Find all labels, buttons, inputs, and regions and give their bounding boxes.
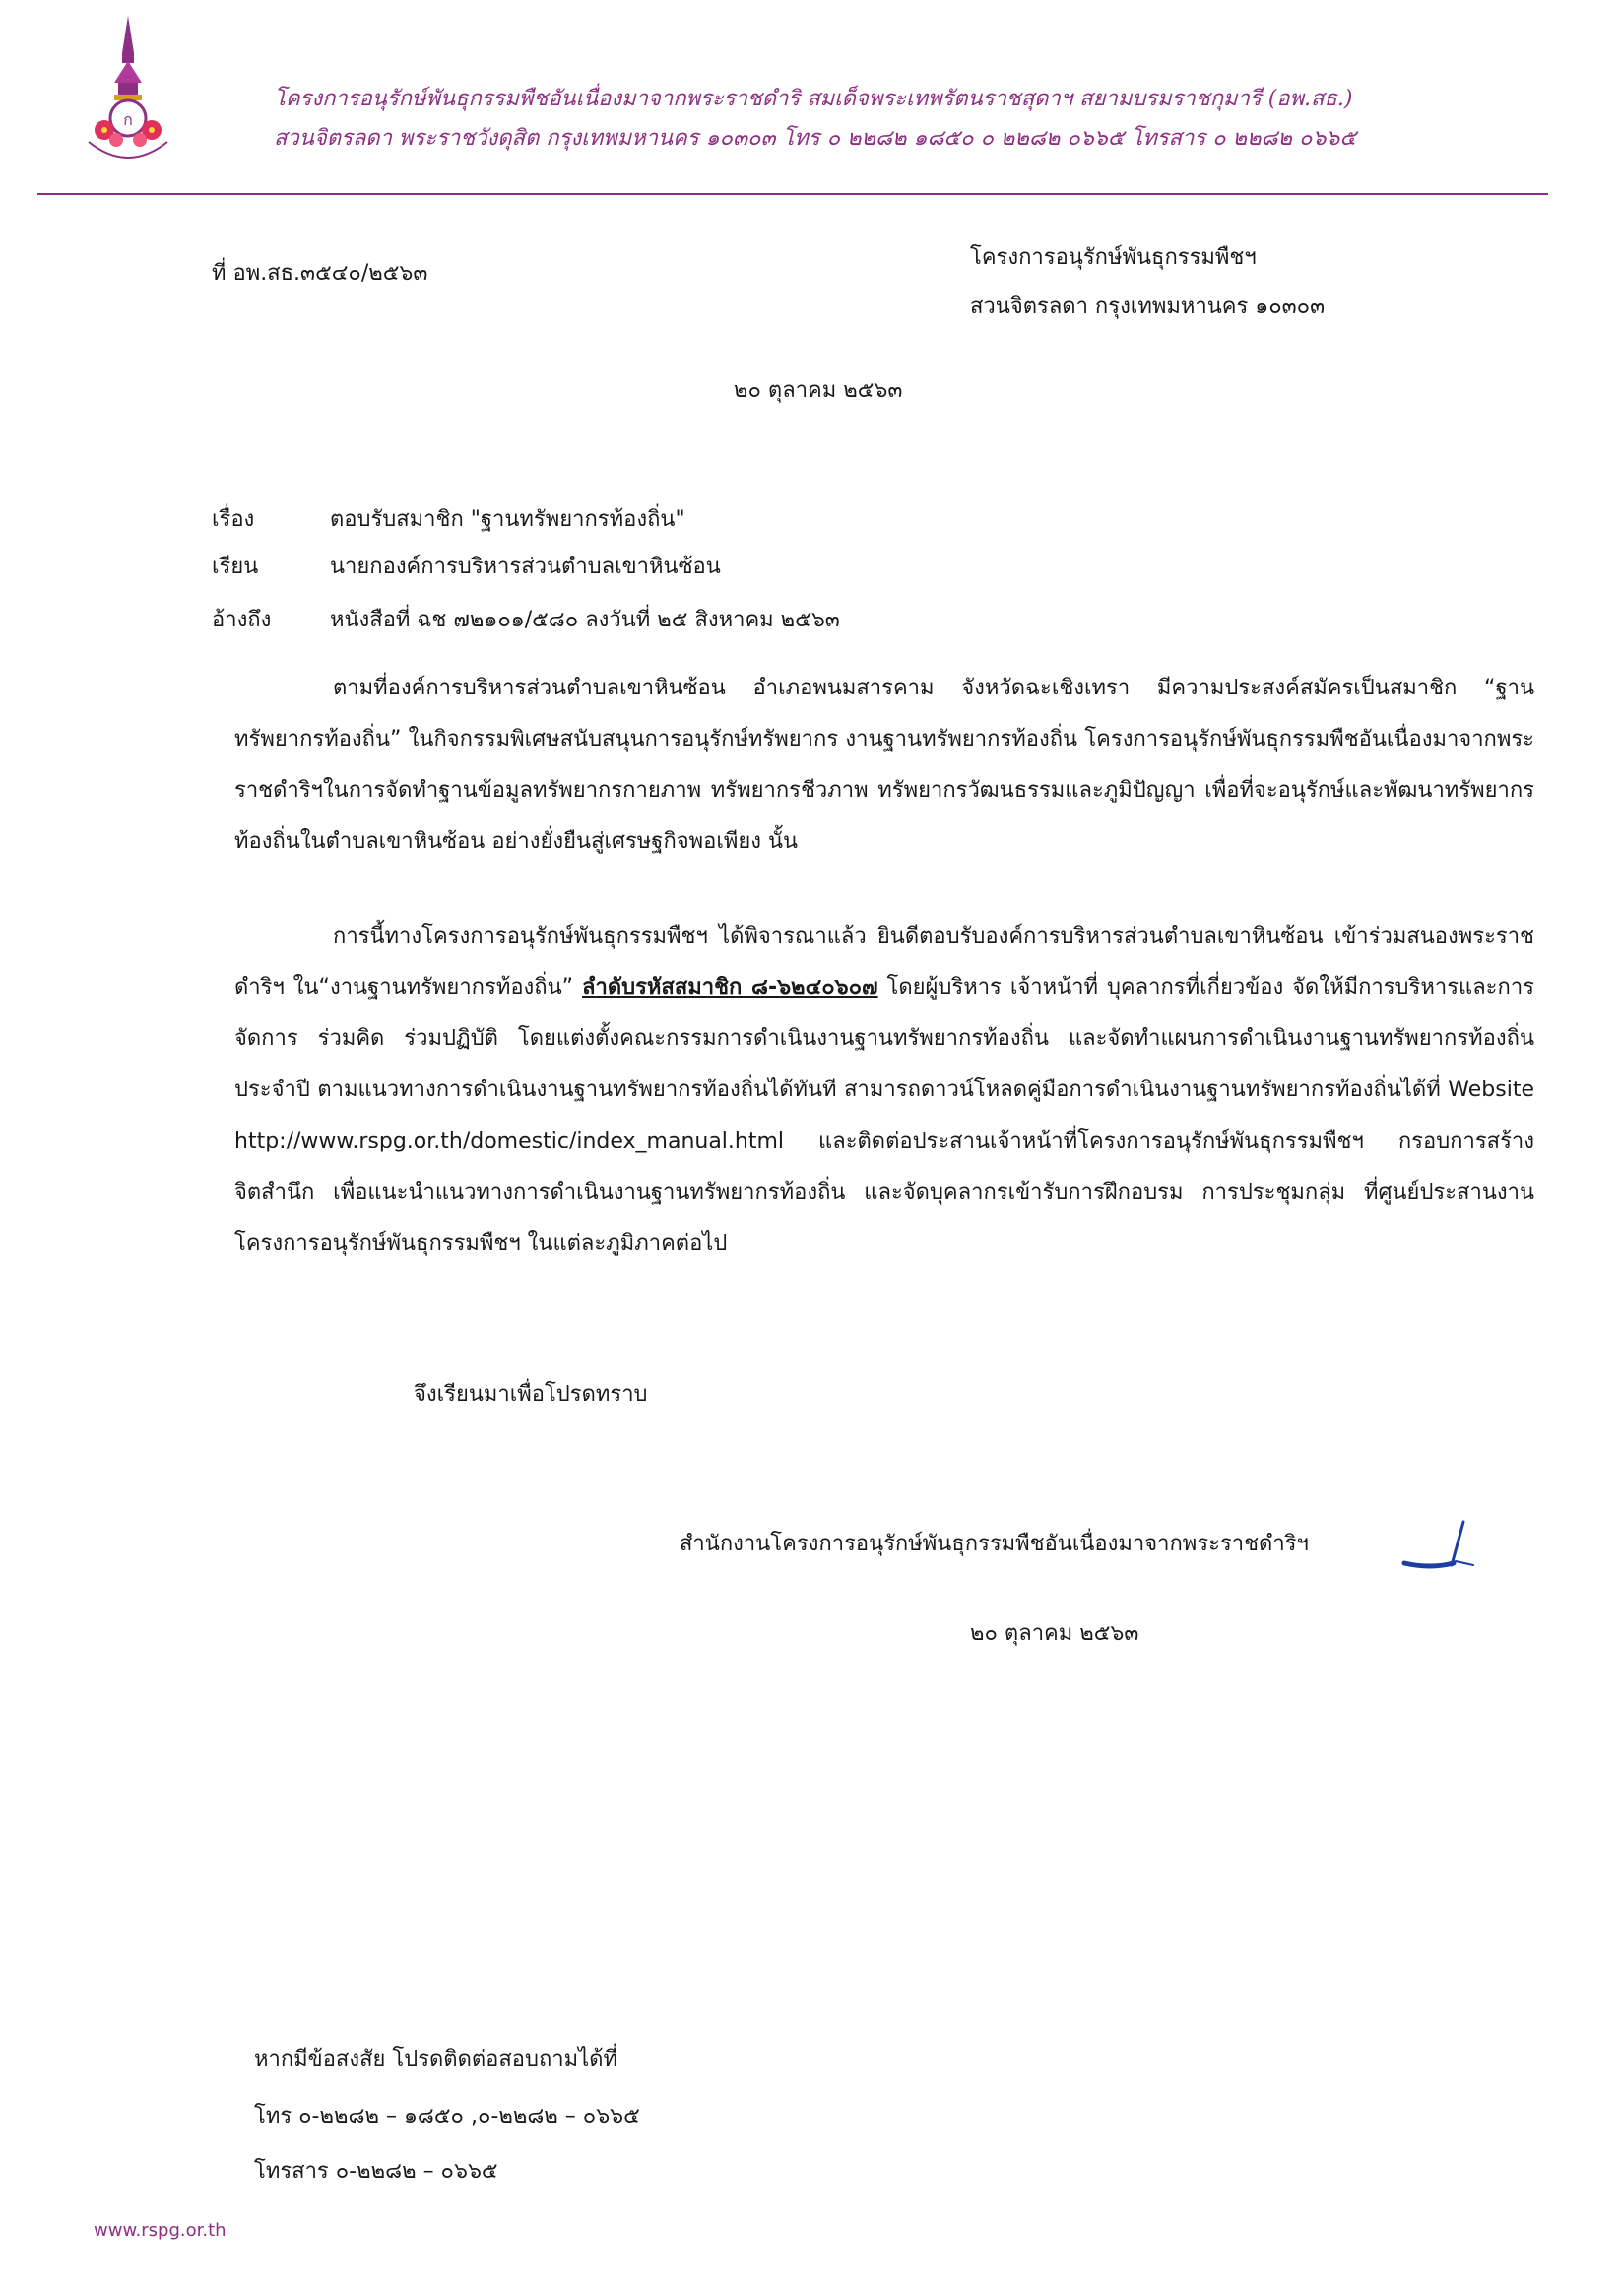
recipient-value: นายกองค์การบริหารส่วนตำบลเขาหินซ้อน bbox=[330, 555, 721, 579]
organization-logo bbox=[79, 14, 177, 171]
subject-field bbox=[212, 501, 685, 536]
member-code: ลำดับรหัสสมาชิก ๘-๖๒๔๐๖๐๗ bbox=[582, 975, 878, 1000]
body-paragraph-2-text-b: โดยผู้บริหาร เจ้าหน้าที่ บุคลากรที่เกี่ยวข้อง จัดให้มีการบริหารและการจัดการ ร่วมคิด ร่วมปฏิบัติ โดยแต่งตั้งคณะกรรมการดำเนินงานฐานทรัพยากรท้องถิ่น และจัดทำแผนการดำเนินงานฐานทรัพยากรท้องถิ่นประจำปี ตามแนวทางการดำเนินงานฐานทรัพยากรท้องถิ่นได้ทันที สามารถดาวน์โหลดคู่มือการดำเนินงานฐานทรัพยากรท้องถิ่นได้ที่ Website http://www.rspg.or.th/domestic/index_manual.html และติดต่อประสานเจ้าหน้าที่โครงการอนุรักษ์พันธุกรรมพืชฯ กรอบการสร้างจิตสำนึก เพื่อแนะนำแนวทางการดำเนินงานฐานทรัพยากรท้องถิ่น และจัดบุคลากรเข้ารับการฝึกอบรม การประชุมกลุ่ม ที่ศูนย์ประสานงานโครงการอนุรักษ์พันธุกรรมพืชฯ ในแต่ละภูมิภาคต่อไป bbox=[234, 975, 1534, 1256]
sender-line-1: โครงการอนุรักษ์พันธุกรรมพืชฯ bbox=[970, 245, 1257, 270]
body-paragraph-2 bbox=[234, 911, 1534, 1270]
recipient-field bbox=[212, 549, 721, 583]
closing-line: จึงเรียนมาเพื่อโปรดทราบ bbox=[414, 1382, 648, 1407]
subject-label: เรื่อง bbox=[212, 507, 255, 532]
svg-text:ก: ก bbox=[123, 110, 133, 129]
contact-phone: โทร ๐-๒๒๘๒ – ๑๘๕๐ ,๐-๒๒๘๒ – ๐๖๖๕ bbox=[254, 2104, 640, 2129]
body-paragraph-2-text-a: การนี้ทางโครงการอนุรักษ์พันธุกรรมพืชฯ ได้พิจารณาแล้ว ยินดีตอบรับองค์การบริหารส่วนตำบลเขาหินซ้อน เข้าร่วมสนองพระราชดำริฯ ใน“งานฐานทรัพยากรท้องถิ่น” bbox=[234, 924, 1534, 1000]
sender-line-2: สวนจิตรลดา กรุงเทพมหานคร ๑๐๓๐๓ bbox=[970, 295, 1326, 319]
contact-fax: โทรสาร ๐-๒๒๘๒ – ๐๖๖๕ bbox=[254, 2159, 498, 2184]
reference-field bbox=[212, 602, 840, 636]
letterhead-org-name: โครงการอนุรักษ์พันธุกรรมพืชอันเนื่องมาจากพระราชดำริ สมเด็จพระเทพรัตนราชสุดาฯ สยามบรมราชกุมารี (อพ.สธ.) bbox=[274, 87, 1353, 111]
website-link[interactable]: www.rspg.or.th bbox=[94, 2220, 227, 2241]
signature-mark bbox=[1400, 1512, 1479, 1581]
reference-value: หนังสือที่ ฉช ๗๒๑๐๑/๕๘๐ ลงวันที่ ๒๕ สิงหาคม ๒๕๖๓ bbox=[330, 608, 840, 632]
letterhead-divider bbox=[37, 193, 1548, 195]
reference-number: ที่ อพ.สธ.๓๕๔๐/๒๕๖๓ bbox=[212, 261, 428, 286]
recipient-label: เรียน bbox=[212, 555, 259, 579]
body-paragraph-1 bbox=[234, 663, 1534, 868]
subject-value: ตอบรับสมาชิก "ฐานทรัพยากรท้องถิ่น" bbox=[330, 507, 685, 532]
contact-line-1: หากมีข้อสงสัย โปรดติดต่อสอบถามได้ที่ bbox=[254, 2047, 618, 2071]
signature-office: สำนักงานโครงการอนุรักษ์พันธุกรรมพืชอันเนื่องมาจากพระราชดำริฯ bbox=[680, 1532, 1309, 1556]
reference-label: อ้างถึง bbox=[212, 608, 272, 632]
letterhead-address: สวนจิตรลดา พระราชวังดุสิต กรุงเทพมหานคร ๑๐๓๐๓ โทร ๐ ๒๒๘๒ ๑๘๕๐ ๐ ๒๒๘๒ ๐๖๖๕ โทรสาร ๐ ๒๒๘๒ ๐๖๖๕ bbox=[274, 126, 1357, 151]
signature-date: ๒๐ ตุลาคม ๒๕๖๓ bbox=[970, 1621, 1139, 1646]
letter-date: ๒๐ ตุลาคม ๒๕๖๓ bbox=[734, 378, 903, 403]
body-paragraph-1-text: ตามที่องค์การบริหารส่วนตำบลเขาหินซ้อน อำเภอพนมสารคาม จังหวัดฉะเชิงเทรา มีความประสงค์สมัครเป็นสมาชิก “ฐานทรัพยากรท้องถิ่น” ในกิจกรรมพิเศษสนับสนุนการอนุรักษ์ทรัพยากร งานฐานทรัพยากรท้องถิ่น โครงการอนุรักษ์พันธุกรรมพืชอันเนื่องมาจากพระราชดำริฯในการจัดทำฐานข้อมูลทรัพยากรกายภาพ ทรัพยากรชีวภาพ ทรัพยากรวัฒนธรรมและภูมิปัญญา เพื่อที่จะอนุรักษ์และพัฒนาทรัพยากรท้องถิ่นในตำบลเขาหินซ้อน อย่างยั่งยืนสู่เศรษฐกิจพอเพียง นั้น bbox=[234, 676, 1534, 854]
